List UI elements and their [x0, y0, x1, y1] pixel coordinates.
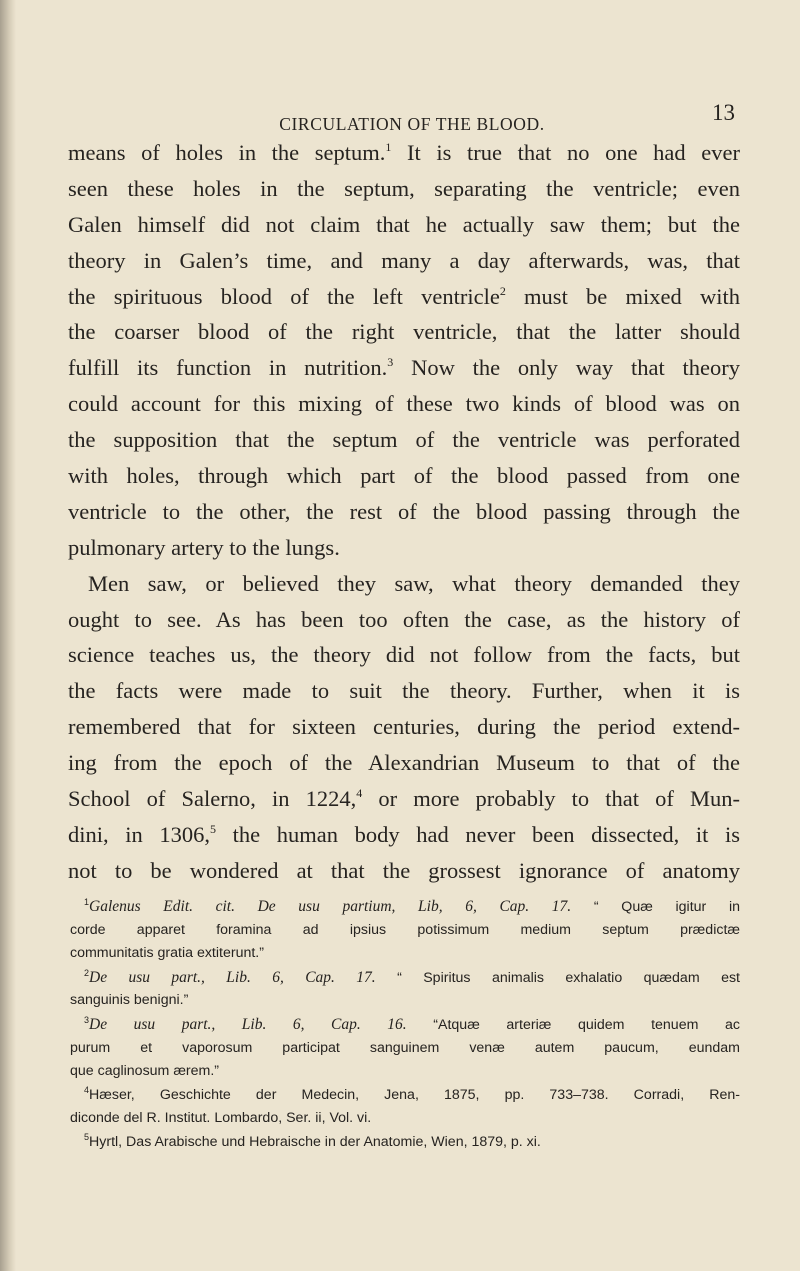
text-line: seen these holes in the septum, separating the ventricle; even — [68, 175, 740, 201]
footnote-4: $^4$Hæser, Geschichte der Medecin, Jena, 1875, pp. 733–738. Corradi, Ren- — [84, 1084, 740, 1103]
footnote-3: $^3$De usu part., Lib. 6, Cap. 16. “Atquæ arteriæ quidem tenuem ac — [84, 1014, 740, 1033]
footnote-3-line: purum et vaporosum participat sanguinem venæ autem paucum, eundam — [70, 1039, 740, 1056]
text-line: the facts were made to suit the theory. Further, when it is — [68, 678, 740, 704]
text-line: dini, in 1306,$^5$ the human body had never been dissected, it is — [68, 821, 740, 847]
footnote-marker: 3 — [387, 355, 394, 370]
footnote-marker: 2 — [499, 283, 506, 298]
footnote-1: $^1$Galenus Edit. cit. De usu partium, Lib, 6, Cap. 17. “ Quæ igitur in — [84, 897, 740, 915]
body-text — [68, 135, 740, 889]
footnote-marker: 4 — [356, 786, 363, 801]
text-line: not to be wondered at that the grossest ignorance of anatomy — [68, 857, 740, 883]
footnote-citation: De usu part., Lib. 6, Cap. 17. — [89, 968, 376, 986]
text-line: ing from the epoch of the Alexandrian Museum to that of the — [68, 750, 740, 776]
footnote-number: 1 — [84, 897, 90, 907]
text-line: pulmonary artery to the lungs. — [68, 534, 340, 560]
text-line: the coarser blood of the right ventricle, that the latter should — [68, 319, 740, 345]
text-line: ought to see. As has been too often the case, as the history of — [68, 606, 740, 632]
text-line: Galen himself did not claim that he actually saw them; but the — [68, 211, 740, 237]
footnote-number: 4 — [84, 1084, 90, 1095]
footnotes — [70, 895, 740, 1155]
footnote-3-line: que caglinosum ærem.” — [70, 1063, 220, 1080]
footnote-4-line: diconde del R. Institut. Lombardo, Ser. ii, Vol. vi. — [70, 1110, 372, 1127]
footnote-marker: 1 — [385, 140, 392, 154]
text-line: School of Salerno, in 1224,$^4$ or more probably to that of Mun- — [68, 786, 740, 812]
text-line: Men saw, or believed they saw, what theory demanded they — [88, 570, 740, 596]
text-line: theory in Galen’s time, and many a day afterwards, was, that — [68, 247, 740, 273]
text-line: could account for this mixing of these two kinds of blood was on — [68, 391, 740, 417]
text-line: ventricle to the other, the rest of the blood passing through the — [68, 498, 740, 524]
footnote-citation: Galenus Edit. cit. De usu partium, Lib, 6, Cap. 17. — [89, 898, 572, 915]
text-line: the spirituous blood of the left ventricle$^2$ must be mixed with — [68, 283, 740, 309]
text-line: means of holes in the septum.$^1$ It is true that no one had ever — [68, 140, 740, 165]
text-line: with holes, through which part of the blood passed from one — [68, 463, 740, 489]
text-line: the supposition that the septum of the ventricle was perforated — [68, 427, 740, 453]
text-line: science teaches us, the theory did not follow from the facts, but — [68, 642, 740, 668]
page-edge-shadow — [0, 0, 16, 1271]
footnote-1-line: communitatis gratia extiterunt.” — [70, 945, 264, 962]
footnote-number: 2 — [84, 967, 90, 978]
running-title: CIRCULATION OF THE BLOOD. — [279, 114, 545, 134]
footnote-number: 5 — [84, 1131, 90, 1142]
page-number: 13 — [712, 100, 735, 125]
text-line: remembered that for sixteen centuries, during the period extend- — [68, 714, 740, 740]
footnote-number: 3 — [84, 1014, 90, 1025]
footnote-1-line: corde apparet foramina ad ipsius potissimum medium septum prædictæ — [70, 921, 740, 938]
footnote-5: $^5$Hyrtl, Das Arabische und Hebraische in der Anatomie, Wien, 1879, p. xi. — [84, 1131, 541, 1150]
footnote-2: $^2$De usu part., Lib. 6, Cap. 17. “ Spiritus animalis exhalatio quædam est — [84, 967, 740, 986]
page-header — [0, 100, 800, 138]
footnote-citation: De usu part., Lib. 6, Cap. 16. — [89, 1015, 407, 1033]
text-line: fulfill its function in nutrition.$^3$ Now the only way that theory — [68, 355, 740, 381]
footnote-2-line: sanguinis benigni.” — [70, 992, 189, 1009]
footnote-marker: 5 — [210, 821, 217, 836]
